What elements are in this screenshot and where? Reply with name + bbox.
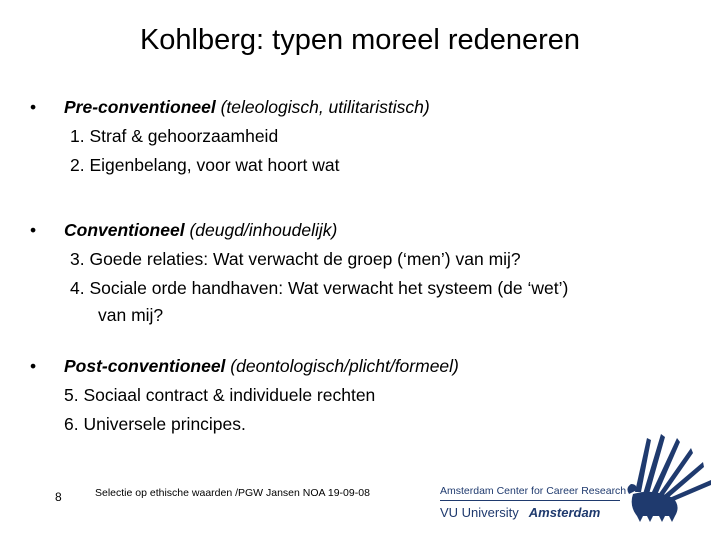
bullet-pre-conventional (30, 96, 690, 180)
stage-item: 3. Goede relaties: Wat verwacht de groep (‘men’) van mij? (70, 249, 521, 269)
slide-title: Kohlberg: typen moreel redeneren (139, 24, 581, 56)
logo-divider (440, 500, 620, 501)
bullet-symbol: • (30, 220, 37, 240)
stage-item: 4. Sociale orde handhaven: Wat verwacht het systeem (de ‘wet’) (70, 278, 569, 298)
logo-university-name (440, 505, 600, 520)
bullet-heading-term: Pre-conventioneel (64, 97, 216, 117)
bullet-heading (64, 96, 430, 118)
logo-amsterdam: Amsterdam (528, 505, 601, 520)
bullet-symbol: • (30, 356, 37, 376)
bullet-symbol: • (30, 97, 37, 117)
bullet-post-conventional (30, 355, 690, 439)
bullet-heading (64, 355, 459, 377)
stage-item: 6. Universele principes. (64, 414, 246, 434)
bullet-conventional (30, 219, 690, 327)
stage-item: 1. Straf & gehoorzaamheid (70, 126, 279, 146)
bullet-heading-qualifier: (deugd/inhoudelijk) (184, 220, 338, 240)
stage-item: 5. Sociaal contract & individuele rechten (64, 385, 376, 405)
logo-vu-university: VU University (440, 505, 519, 520)
bullet-heading-term: Post-conventioneel (64, 356, 226, 376)
griffin-logo-icon (625, 432, 713, 524)
footer-text: Selectie op ethische waarden /PGW Jansen NOA 19-09-08 (95, 487, 370, 499)
bullet-heading-qualifier: (teleologisch, utilitaristisch) (215, 97, 430, 117)
bullet-heading-term: Conventioneel (64, 220, 185, 240)
stage-item-continuation: van mij? (98, 305, 164, 325)
stage-item: 2. Eigenbelang, voor wat hoort wat (70, 155, 340, 175)
bullet-heading-qualifier: (deontologisch/plicht/formeel) (225, 356, 459, 376)
bullet-heading (64, 219, 337, 241)
page-number: 8 (55, 490, 62, 504)
logo-center-name: Amsterdam Center for Career Research (440, 485, 627, 497)
